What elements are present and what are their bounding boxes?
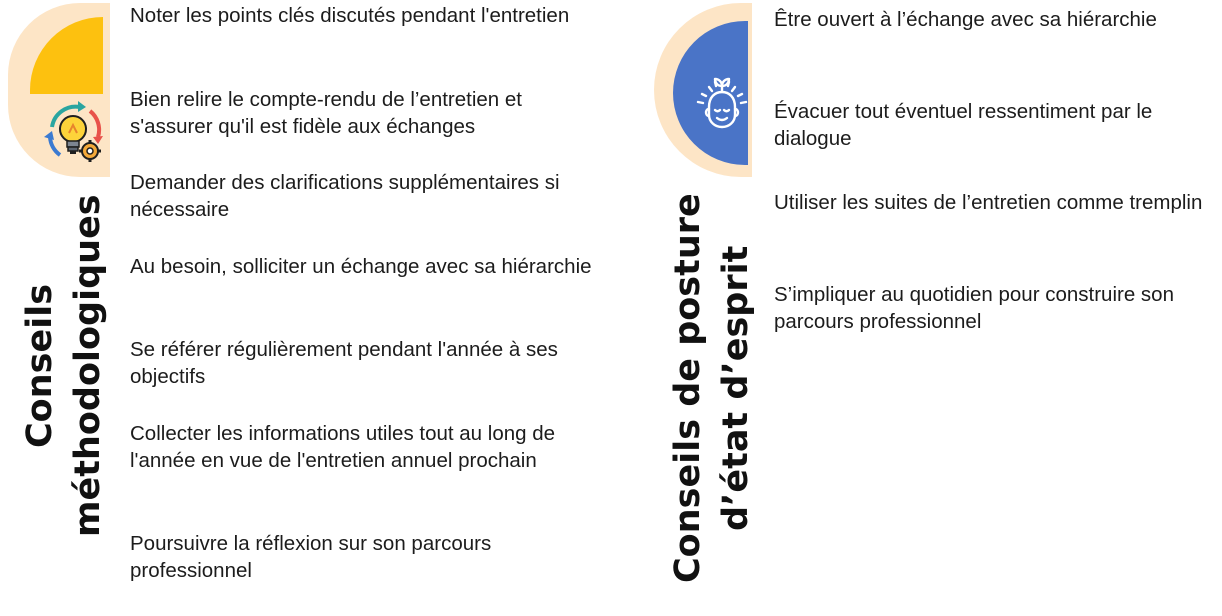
list-item: Poursuivre la réflexion sur son parcours professionnel [130,531,492,582]
methodology-icon-badge [8,3,110,177]
list-item: Collecter les informations utiles tout au long de l'année en vue de l'entretien annuel prochain [130,421,556,472]
mindset-panel [648,0,1222,616]
list-item: Bien relire le compte-rendu de l’entretien et s'assurer qu'il est fidèle aux échanges [130,87,522,138]
list-item: Se référer régulièrement pendant l'année à ses objectifs [130,338,558,388]
list-item: S’impliquer au quotidien pour construire son parcours professionnel [774,282,1174,333]
mindset-title-line2: d’état d’esprit [716,245,756,531]
lightbulb-gear-cycle-icon [40,99,108,167]
half-circle-accent [673,21,748,165]
methodology-title [16,188,112,544]
mindset-title-line1: Conseils de posture [668,193,708,583]
methodology-title-line1: Conseils [20,283,60,449]
list-item: Évacuer tout éventuel ressentiment par le dialogue [774,99,1153,150]
mindset-advice-list [774,6,1222,372]
list-item: Utiliser les suites de l’entretien comme tremplin [774,191,1203,214]
mindful-head-icon [687,73,757,143]
quarter-circle-accent [30,17,103,94]
list-item: Être ouvert à l’échange avec sa hiérarchie [774,8,1157,31]
methodology-advice-list [130,2,610,613]
methodology-title-line2: méthodologiques [68,194,108,538]
mindset-icon-badge [654,3,752,177]
list-item: Noter les points clés discutés pendant l'entretien [130,4,570,27]
mindset-title [664,192,760,584]
list-item: Demander des clarifications supplémentaires si nécessaire [130,171,560,221]
list-item: Au besoin, solliciter un échange avec sa hiérarchie [130,254,592,278]
